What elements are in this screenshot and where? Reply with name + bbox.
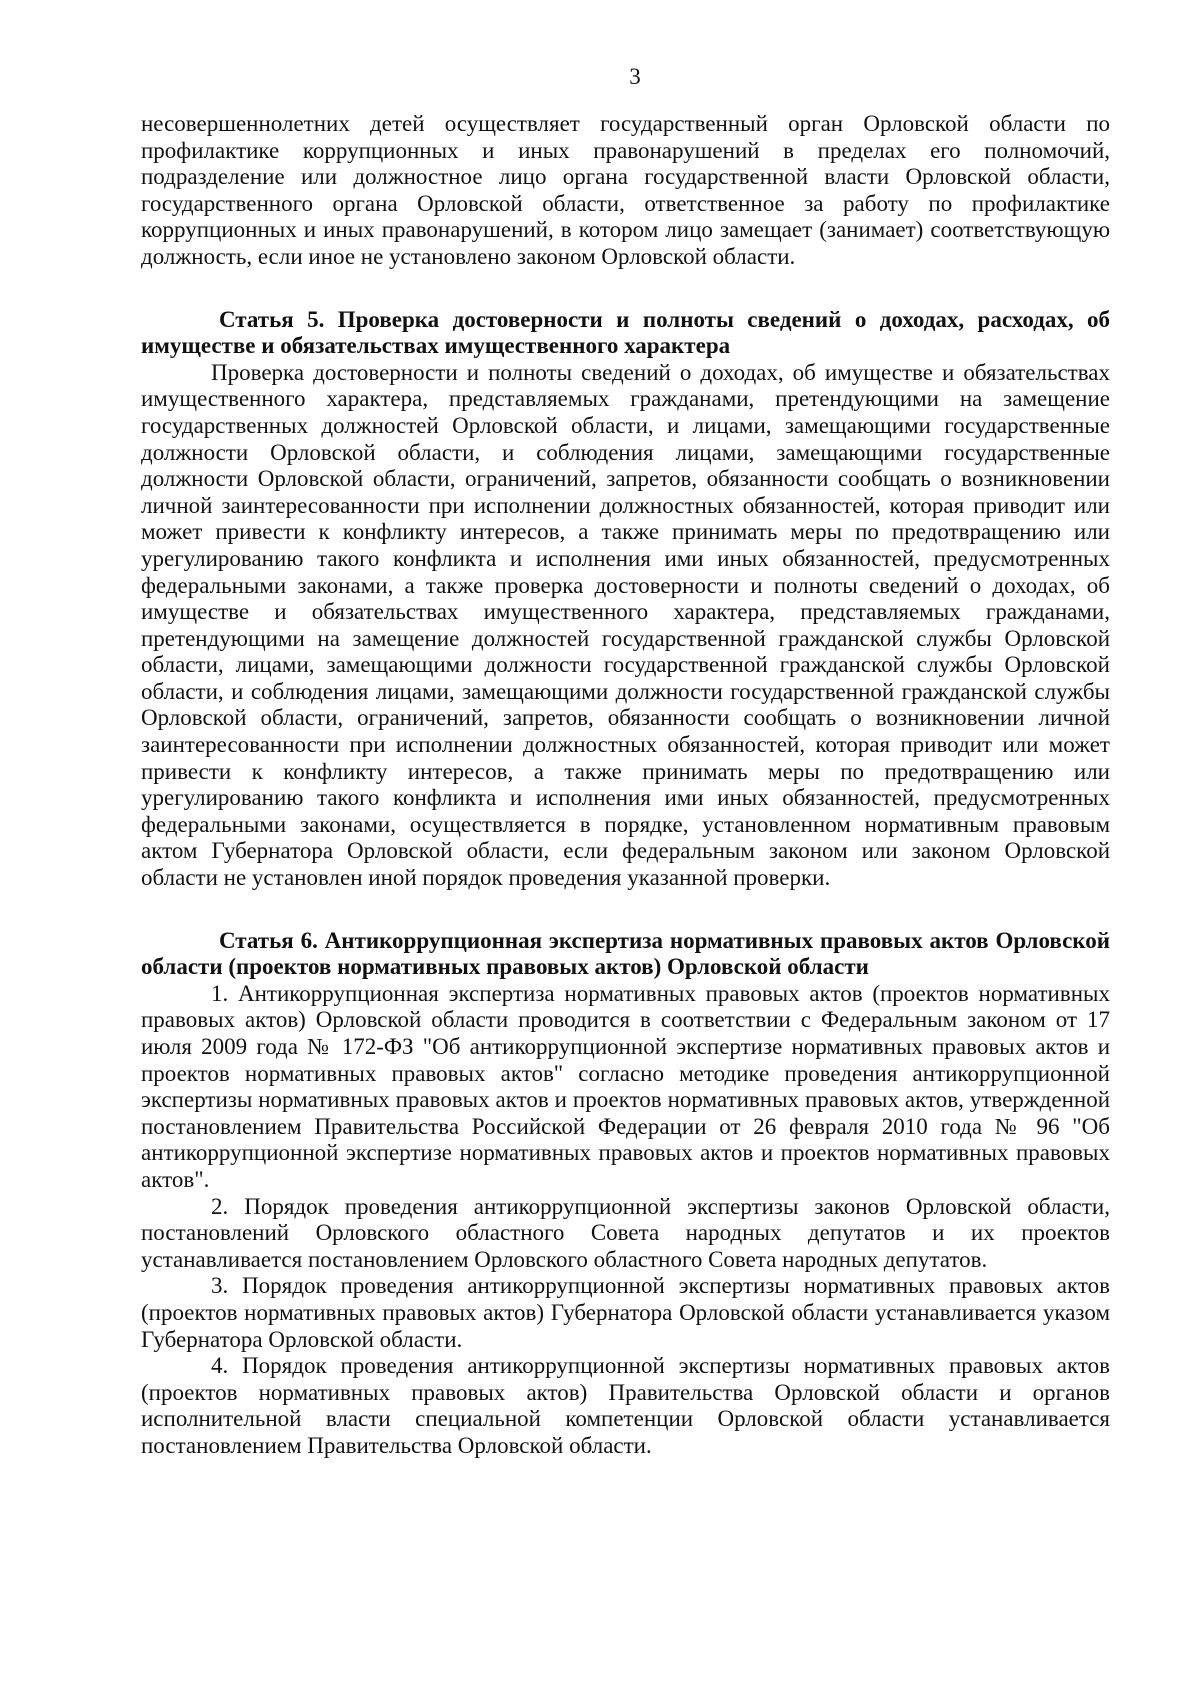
- intro-paragraph: несовершеннолетних детей осуществляет государственный орган Орловской области по профилактике коррупционных и иных правонарушений в пределах его полномочий, подразделение или должностное лицо органа государственной власти Орловской области, государственного органа Орловской области, ответственное за работу по профилактике коррупционных и иных правонарушений, в котором лицо замещает (занимает) соответствующую должность, если иное не установлено законом Орловской области.: [141, 111, 1110, 269]
- document-body: [141, 111, 1110, 1460]
- article-6-heading: Статья 6. Антикоррупционная экспертиза нормативных правовых актов Орловской области (проектов нормативных правовых актов) Орловской области: [141, 927, 1110, 980]
- article-6-paragraph-2: 2. Порядок проведения антикоррупционной экспертизы законов Орловской области, постановлений Орловского областного Совета народных депутатов и их проектов устанавливается постановлением Орловского областного Совета народных депутатов.: [141, 1193, 1110, 1272]
- page-number: 3: [629, 64, 641, 89]
- article-6-paragraph-1: 1. Антикоррупционная экспертиза нормативных правовых актов (проектов нормативных правовых актов) Орловской области проводится в соответствии с Федеральным законом от 17 июля 2009 года № 172-ФЗ "Об антикоррупционной экспертизе нормативных правовых актов и проектов нормативных правовых актов" согласно методике проведения антикоррупционной экспертизы нормативных правовых актов и проектов нормативных правовых актов, утвержденной постановлением Правительства Российской Федерации от 26 февраля 2010 года № 96 "Об антикоррупционной экспертизе нормативных правовых актов и проектов нормативных правовых актов".: [141, 980, 1110, 1192]
- article-6-paragraph-4: 4. Порядок проведения антикоррупционной экспертизы нормативных правовых актов (проектов нормативных правовых актов) Правительства Орловской области и органов исполнительной власти специальной компетенции Орловской области устанавливается постановлением Правительства Орловской области.: [141, 1353, 1110, 1458]
- article-5-paragraph: Проверка достоверности и полноты сведений о доходах, об имуществе и обязательствах имущественного характера, представляемых гражданами, претендующими на замещение государственных должностей Орловской области, и лицами, замещающими государственные должности Орловской области, и соблюдения лицами, замещающими государственные должности Орловской области, ограничений, запретов, обязанности сообщать о возникновении личной заинтересованности при исполнении должностных обязанностей, которая приводит или может привести к конфликту интересов, а также принимать меры по предотвращению или урегулированию такого конфликта и исполнения ими иных обязанностей, предусмотренных федеральными законами, а также проверка достоверности и полноты сведений о доходах, об имуществе и обязательствах имущественного характера, представляемых гражданами, претендующими на замещение должностей государственной гражданской службы Орловской области, лицами, замещающими должности государственной гражданской службы Орловской области, и соблюдения лицами, замещающими должности государственной гражданской службы Орловской области, ограничений, запретов, обязанности сообщать о возникновении личной заинтересованности при исполнении должностных обязанностей, которая приводит или может привести к конфликту интересов, а также принимать меры по предотвращению или урегулированию такого конфликта и исполнения ими иных обязанностей, предусмотренных федеральными законами, осуществляется в порядке, установленном нормативным правовым актом Губернатора Орловской области, если федеральным законом или законом Орловской области не установлен иной порядок проведения указанной проверки.: [141, 359, 1110, 891]
- article-5-heading: Статья 5. Проверка достоверности и полноты сведений о доходах, расходах, об имуществе и обязательствах имущественного характера: [141, 306, 1110, 359]
- article-6-paragraph-3: 3. Порядок проведения антикоррупционной экспертизы нормативных правовых актов (проектов нормативных правовых актов) Губернатора Орловской области устанавливается указом Губернатора Орловской области.: [141, 1273, 1110, 1352]
